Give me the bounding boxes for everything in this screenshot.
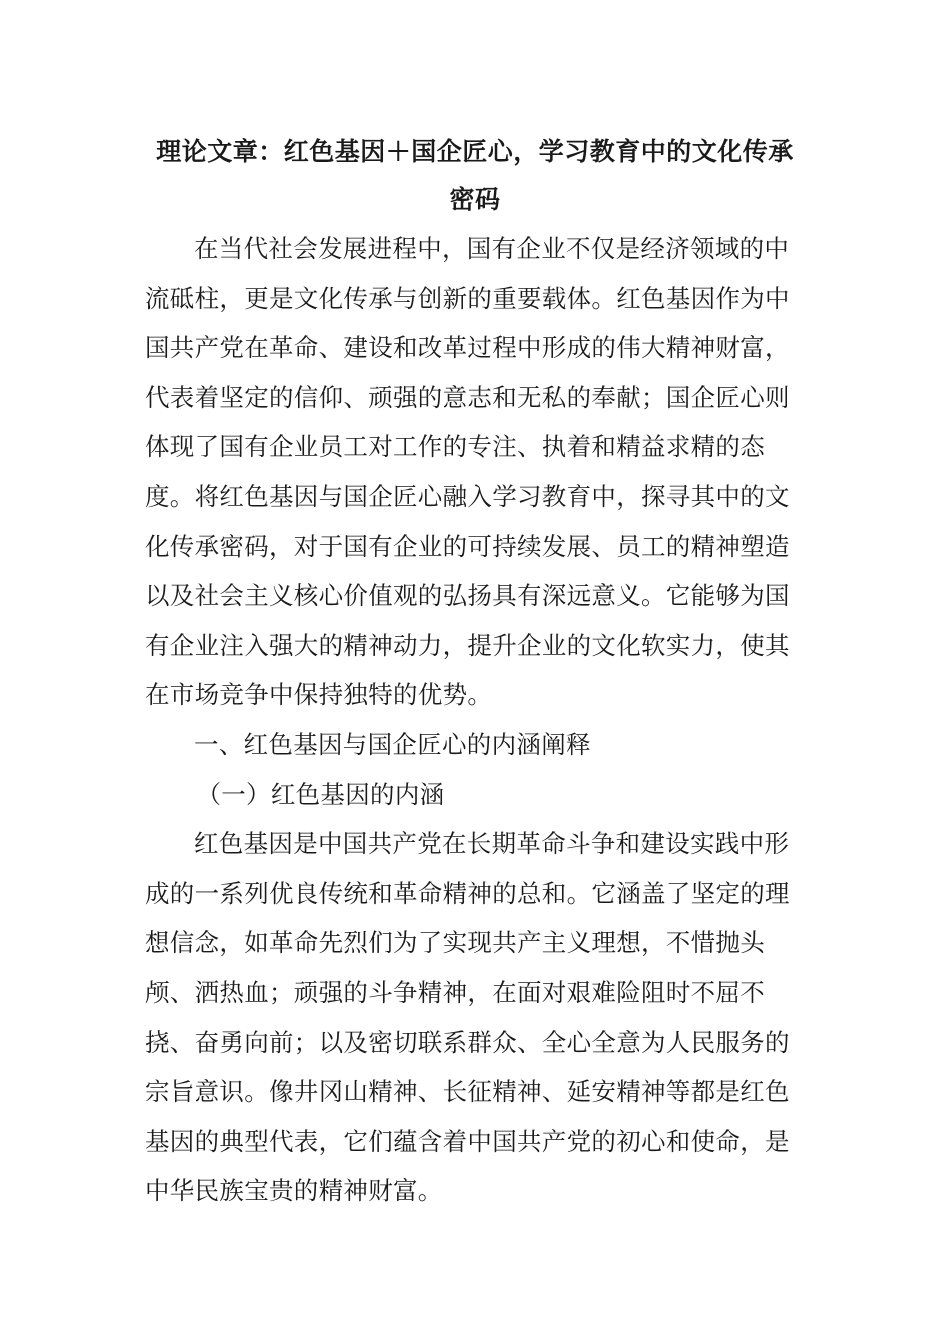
document-body [145, 224, 805, 1216]
subsection-heading: （一）红色基因的内涵 [196, 779, 445, 809]
intro-paragraph: 在当代社会发展进程中，国有企业不仅是经济领域的中流砥柱，更是文化传承与创新的重要载体。红色基因作为中国共产党在革命、建设和改革过程中形成的伟大精神财富，代表着坚定的信仰、顽强的意志和无私的奉献；国企匠心则体现了国有企业员工对工作的专注、执着和精益求精的态度。将红色基因与国企匠心融入学习教育中，探寻其中的文化传承密码，对于国有企业的可持续发展、员工的精神塑造以及社会主义核心价值观的弘扬具有深远意义。它能够为国有企业注入强大的精神动力，提升企业的文化软实力，使其在市场竞争中保持独特的优势。 [145, 234, 790, 710]
red-gene-paragraph: 红色基因是中国共产党在长期革命斗争和建设实践中形成的一系列优良传统和革命精神的总和。它涵盖了坚定的理想信念，如革命先烈们为了实现共产主义理想，不惜抛头颅、洒热血；顽强的斗争精神，在面对艰难险阻时不屈不挠、奋勇向前；以及密切联系群众、全心全意为人民服务的宗旨意识。像井冈山精神、长征精神、延安精神等都是红色基因的典型代表，它们蕴含着中国共产党的初心和使命，是中华民族宝贵的精神财富。 [145, 829, 790, 1206]
section-heading: 一、红色基因与国企匠心的内涵阐释 [194, 729, 591, 759]
document-title: 理论文章：红色基因＋国企匠心，学习教育中的文化传承密码 [156, 137, 794, 214]
